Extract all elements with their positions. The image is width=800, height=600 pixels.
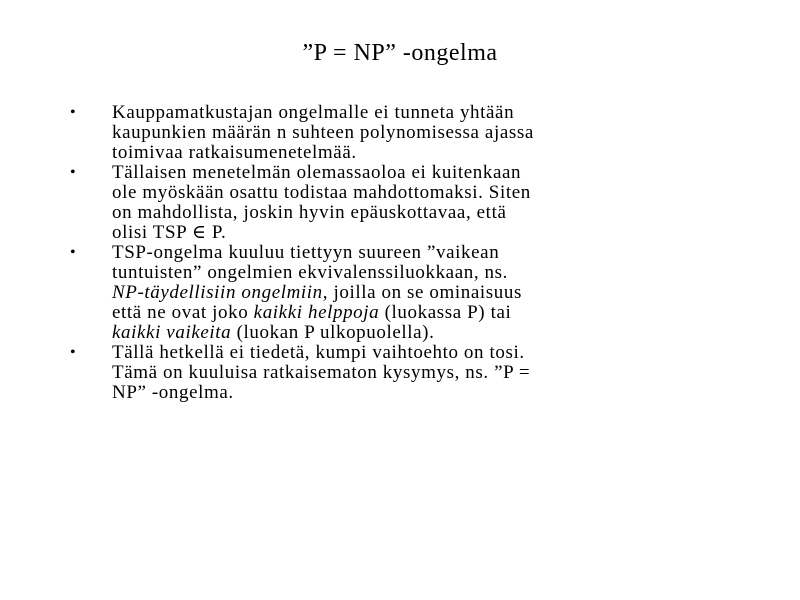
slide-title: ”P = NP” -ongelma <box>302 40 498 66</box>
all-hard-term: kaikki vaikeita <box>112 322 232 343</box>
bullet-text-segment: (luokassa P) tai <box>384 302 512 323</box>
bullet-text: Tällä hetkellä ei tiedetä, kumpi vaihtoehto on tosi. Tämä on kuuluisa ratkaisematon kysymys, ns. ”P = NP” -ongelma. <box>112 342 531 403</box>
bullet-text-segment: TSP-ongelma kuuluu tiettyyn suureen ”vaikean tuntuisten” ongelmien ekvivalenssiluokkaan, ns. <box>112 242 508 283</box>
bullet-icon: • <box>70 104 77 121</box>
bullet-icon: • <box>70 344 77 361</box>
bullet-icon: • <box>70 164 77 181</box>
bullet-icon: • <box>70 244 77 261</box>
bullet-item <box>70 103 750 163</box>
bullet-text: Tällaisen menetelmän olemassaoloa ei kuitenkaan ole myöskään osattu todistaa mahdottomaksi. Siten on mahdollista, joskin hyvin epäuskottavaa, että olisi TSP ∈ P. <box>112 162 531 243</box>
bullet-list <box>70 103 750 403</box>
np-complete-term: NP-täydellisiin ongelmiin <box>112 282 323 303</box>
bullet-item <box>70 163 750 243</box>
bullet-text <box>112 243 750 343</box>
bullet-text-segment: , joilla on se ominaisuus että ne ovat joko <box>112 282 522 323</box>
all-easy-term: kaikki helppoja <box>253 302 380 323</box>
bullet-item <box>70 343 750 403</box>
bullet-text: Kauppamatkustajan ongelmalle ei tunneta yhtään kaupunkien määrän n suhteen polynomisessa ajassa toimivaa ratkaisumenetelmää. <box>112 102 534 163</box>
bullet-item <box>70 243 750 343</box>
bullet-text-segment: (luokan P ulkopuolella). <box>231 322 435 343</box>
